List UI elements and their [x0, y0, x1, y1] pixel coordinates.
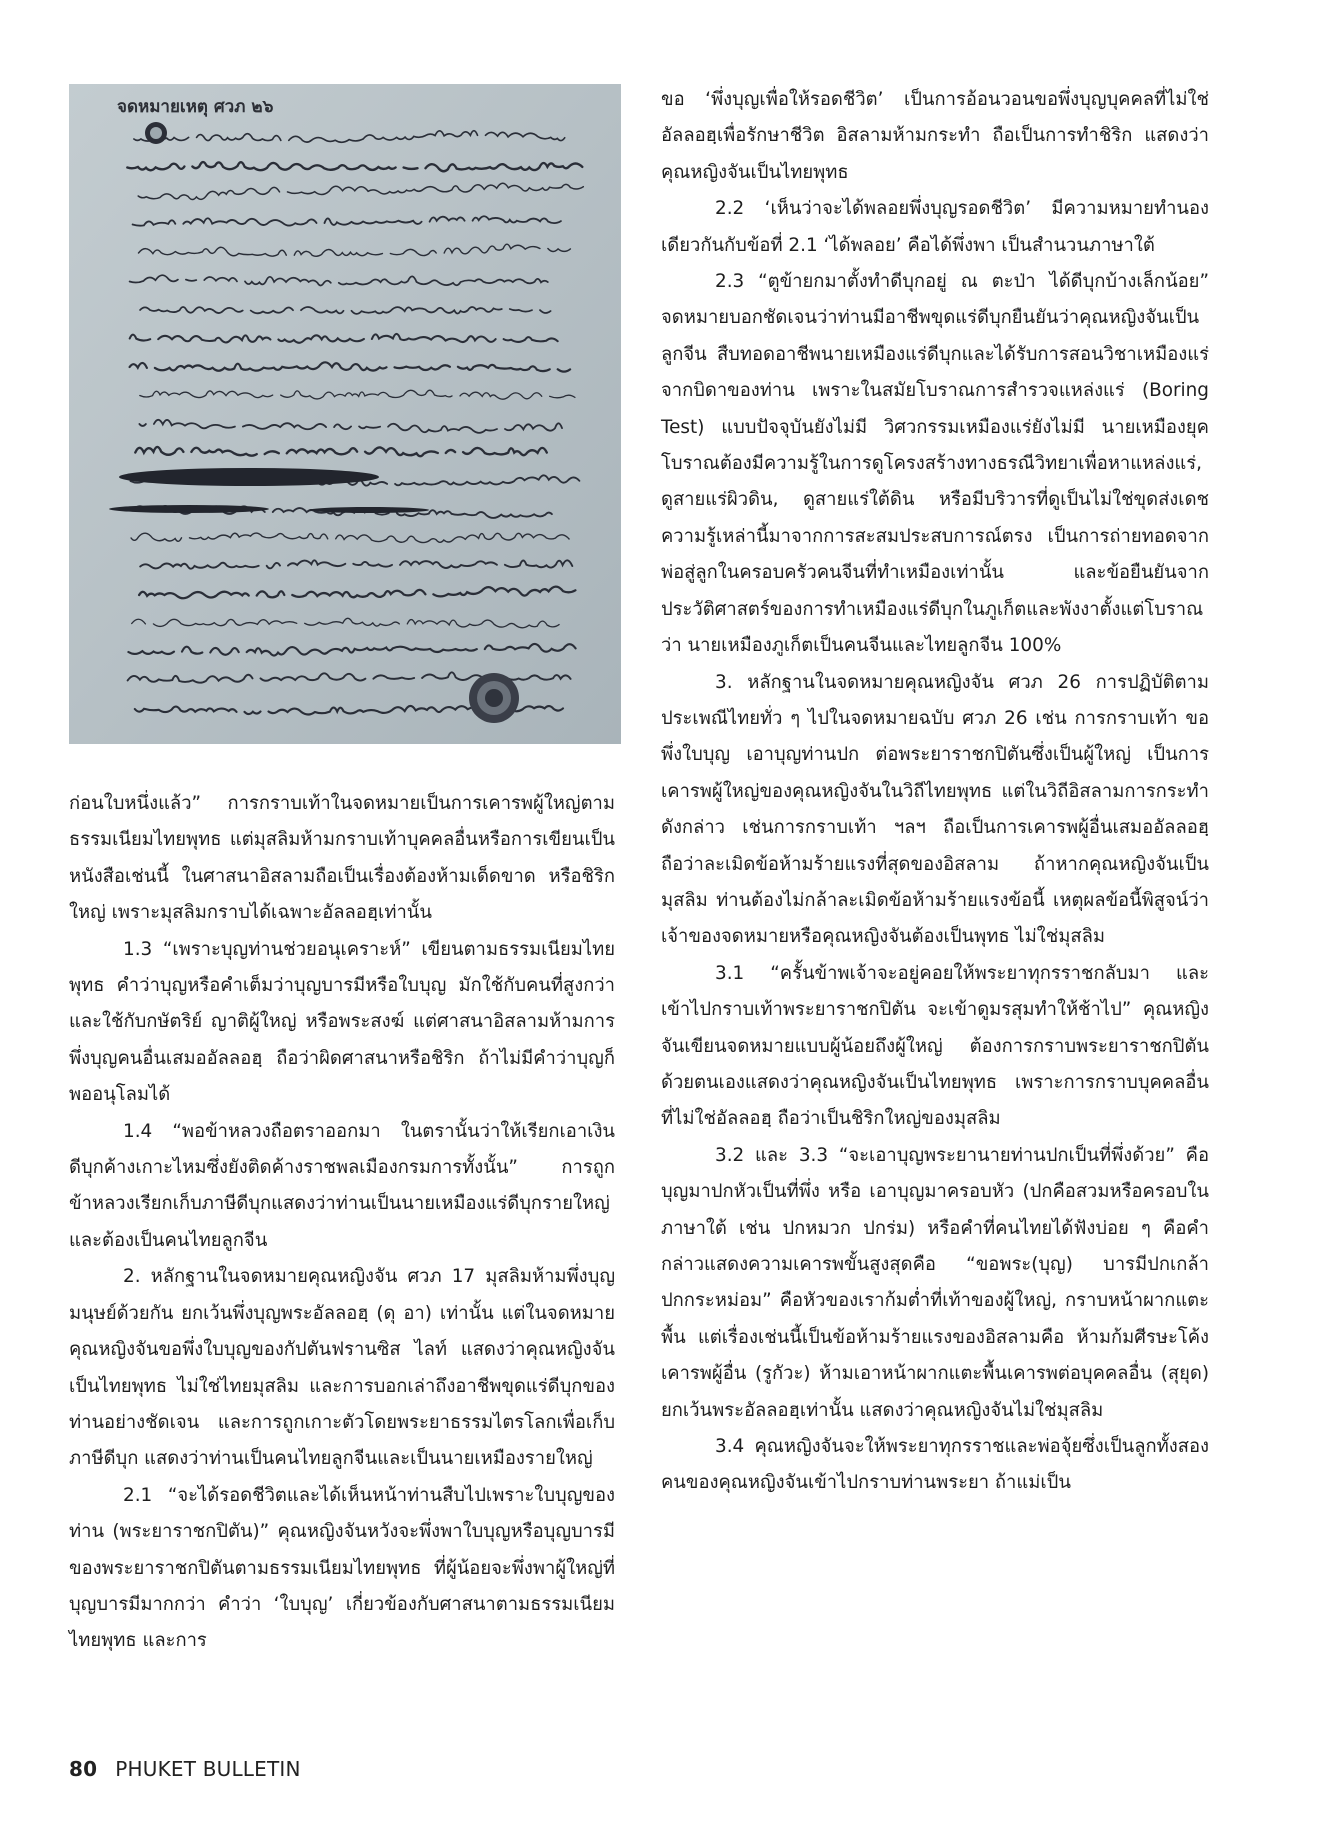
paragraph: 3. หลักฐานในจดหมายคุณหญิงจัน ศวภ 26 การปฏิบัติตามประเพณีไทยทั่ว ๆ ไปในจดหมายฉบับ ศวภ 26 เช่น การกราบเท้า ขอพึ่งใบบุญ เอาบุญท่านปก ต่อพระยาราชกปิตันซึ่งเป็นผู้ใหญ่ เป็นการเคารพผู้ใหญ่ของคุณหญิงจันในวิถีไทยพุทธ แต่ในวิถีอิสลามการกระทำดังกล่าว เช่นการกราบเท้า ฯลฯ ถือเป็นการเคารพผู้อื่นเสมออัลลอฮฺ ถือว่าละเมิดข้อห้ามร้ายแรงที่สุดของอิสลาม ถ้าหากคุณหญิงจันเป็นมุสลิม ท่านต้องไม่กล้าละเมิดข้อห้ามร้ายแรงข้อนี้ เหตุผลข้อนี้พิสูจน์ว่าเจ้าของจดหมายหรือคุณหญิงจันต้องเป็นพุทธ ไม่ใช่มุสลิม: [661, 671, 1209, 948]
left-column: [69, 786, 615, 1660]
paragraph: 2.2 ‘เห็นว่าจะได้พลอยพึ่งบุญรอดชีวิต’ มีความหมายทำนองเดียวกันกับข้อที่ 2.1 ‘ได้พลอย’ คือได้พึ่งพา เป็นสำนวนภาษาใต้: [661, 198, 1209, 256]
paragraph: 1.4 “พอข้าหลวงถือตราออกมา ในตรานั้นว่าให้เรียกเอาเงินดีบุกค้างเกาะไหมซึ่งยังติดค้างราชพลเมืองกรมการทั้งนั้น” การถูกข้าหลวงเรียกเก็บภาษีดีบุกแสดงว่าท่านเป็นนายเหมืองแร่ดีบุกรายใหญ่ และต้องเป็นคนไทยลูกจีน: [69, 1120, 615, 1251]
paragraph: ขอ ‘พึ่งบุญเพื่อให้รอดชีวิต’ เป็นการอ้อนวอนขอพึ่งบุญบุคคลที่ไม่ใช่อัลลอฮฺเพื่อรักษาชีวิต อิสลามห้ามกระทำ ถือเป็นการทำชิริก แสดงว่าคุณหญิงจันเป็นไทยพุทธ: [661, 89, 1209, 183]
paragraph: 2. หลักฐานในจดหมายคุณหญิงจัน ศวภ 17 มุสลิมห้ามพึ่งบุญมนุษย์ด้วยกัน ยกเว้นพึ่งบุญพระอัลลอฮฺ (ดุ อา) เท่านั้น แต่ในจดหมายคุณหญิงจันขอพึ่งใบบุญของกัปตันฟรานซิส ไลท์ แสดงว่าคุณหญิงจันเป็นไทยพุทธ ไม่ใช่ไทยมุสลิม และการบอกเล่าถึงอาชีพขุดแร่ดีบุกของท่านอย่างชัดเจน และการถูกเกาะตัวโดยพระยาธรรมไตรโลกเพื่อเก็บภาษีดีบุก แสดงว่าท่านเป็นคนไทยลูกจีนและเป็นนายเหมืองรายใหญ่: [69, 1266, 615, 1470]
page-footer: [69, 1757, 301, 1781]
letter-photo: [69, 84, 621, 744]
paragraph: 3.2 และ 3.3 “จะเอาบุญพระยานายท่านปกเป็นที่พึ่งด้วย” คือบุญมาปกหัวเป็นที่พึ่ง หรือ เอาบุญมาครอบหัว (ปกคือสวมหรือครอบในภาษาใต้ เช่น ปกหมวก ปกร่ม) หรือคำที่คนไทยได้ฟังบ่อย ๆ คือคำกล่าวแสดงความเคารพขั้นสูงสุดคือ “ขอพระ(บุญ) บารมีปกเกล้าปกกระหม่อม” คือหัวของเราก้มต่ำที่เท้าของผู้ใหญ่, กราบหน้าผากแตะพื้น แต่เรื่องเช่นนี้เป็นข้อห้ามร้ายแรงของอิสลามคือ ห้ามก้มศีรษะโค้งเคารพผู้อื่น (รูกัวะ) ห้ามเอาหน้าผากแตะพื้นเคารพต่อบุคคลอื่น (สุยุด) ยกเว้นพระอัลลอฮฺเท่านั้น แสดงว่าคุณหญิงจันไม่ใช่มุสลิม: [661, 1144, 1209, 1421]
paragraph: 2.1 “จะได้รอดชีวิตและได้เห็นหน้าท่านสืบไปเพราะใบบุญของท่าน (พระยาราชกปิตัน)” คุณหญิงจันหวังจะพึ่งพาใบบุญหรือบุญบารมีของพระยาราชกปิตันตามธรรมเนียมไทยพุทธ ที่ผู้น้อยจะพึ่งพาผู้ใหญ่ที่บุญบารมีมากกว่า คำว่า ‘ใบบุญ’ เกี่ยวข้องกับศาสนาตามธรรมเนียมไทยพุทธ และการ: [69, 1484, 615, 1652]
page-number: 80: [69, 1757, 98, 1781]
paragraph: 3.1 “ครั้นข้าพเจ้าจะอยู่คอยให้พระยาทุกรราชกลับมา และเข้าไปกราบเท้าพระยาราชกปิตัน จะเข้าดูมรสุมทำให้ช้าไป” คุณหญิงจันเขียนจดหมายแบบผู้น้อยถึงผู้ใหญ่ ต้องการกราบพระยาราชกปิตันด้วยตนเองแสดงว่าคุณหญิงจันเป็นไทยพุทธ เพราะการกราบบุคคลอื่นที่ไม่ใช่อัลลอฮฺ ถือว่าเป็นชิริกใหญ่ของมุสลิม: [661, 962, 1209, 1130]
paragraph: ก่อนใบหนึ่งแล้ว” การกราบเท้าในจดหมายเป็นการเคารพผู้ใหญ่ตามธรรมเนียมไทยพุทธ แต่มุสลิมห้ามกราบเท้าบุคคลอื่นหรือการเขียนเป็นหนังสือเช่นนี้ ในศาสนาอิสลามถือเป็นเรื่องต้องห้ามเด็ดขาด หรือชิริกใหญ่ เพราะมุสลิมกราบได้เฉพาะอัลลอฮฺเท่านั้น: [69, 793, 615, 924]
handwritten-letter-image: [69, 84, 621, 744]
right-column: [661, 82, 1209, 1502]
paragraph: 2.3 “ตูข้ายกมาตั้งทำดีบุกอยู่ ณ ตะป่า ได้ดีบุกบ้างเล็กน้อย” จดหมายบอกชัดเจนว่าท่านมีอาชีพขุดแร่ดีบุกยืนยันว่าคุณหญิงจันเป็นลูกจีน สืบทอดอาชีพนายเหมืองแร่ดีบุกและได้รับการสอนวิชาเหมืองแร่จากบิดาของท่าน เพราะในสมัยโบราณการสำรวจแหล่งแร่ (Boring Test) แบบปัจจุบันยังไม่มี วิศวกรรมเหมืองแร่ยังไม่มี นายเหมืองยุคโบราณต้องมีความรู้ในการดูโครงสร้างทางธรณีวิทยาเพื่อหาแหล่งแร่, ดูสายแร่ผิวดิน, ดูสายแร่ใต้ดิน หรือมีบริวารที่ดูเป็นไม่ใช่ขุดส่งเดช ความรู้เหล่านี้มาจากการสะสมประสบการณ์ตรง เป็นการถ่ายทอดจากพ่อสู่ลูกในครอบครัวคนจีนที่ทำเหมืองเท่านั้น และข้อยืนยันจากประวัติศาสตร์ของการทำเหมืองแร่ดีบุกในภูเก็ตและพังงาตั้งแต่โบราณว่า นายเหมืองภูเก็ตเป็นคนจีนและไทยลูกจีน 100%: [661, 271, 1209, 657]
paragraph: 3.4 คุณหญิงจันจะให้พระยาทุกรราชและพ่อจุ้ยซึ่งเป็นลูกทั้งสองคนของคุณหญิงจันเข้าไปกราบท่านพระยา ถ้าแม่เป็น: [661, 1436, 1209, 1494]
publication-name: PHUKET BULLETIN: [115, 1757, 301, 1781]
photo-caption: จดหมายเหตุ ศวภ ๒๖: [117, 97, 274, 117]
paragraph: 1.3 “เพราะบุญท่านช่วยอนุเคราะห์” เขียนตามธรรมเนียมไทยพุทธ คำว่าบุญหรือคำเต็มว่าบุญบารมีหรือใบบุญ มักใช้กับคนที่สูงกว่า และใช้กับกษัตริย์ ญาติผู้ใหญ่ หรือพระสงฆ์ แต่ศาสนาอิสลามห้ามการพึ่งบุญคนอื่นเสมออัลลอฮฺ ถือว่าผิดศาสนาหรือชิริก ถ้าไม่มีคำว่าบุญก็พออนุโลมได้: [69, 938, 615, 1106]
